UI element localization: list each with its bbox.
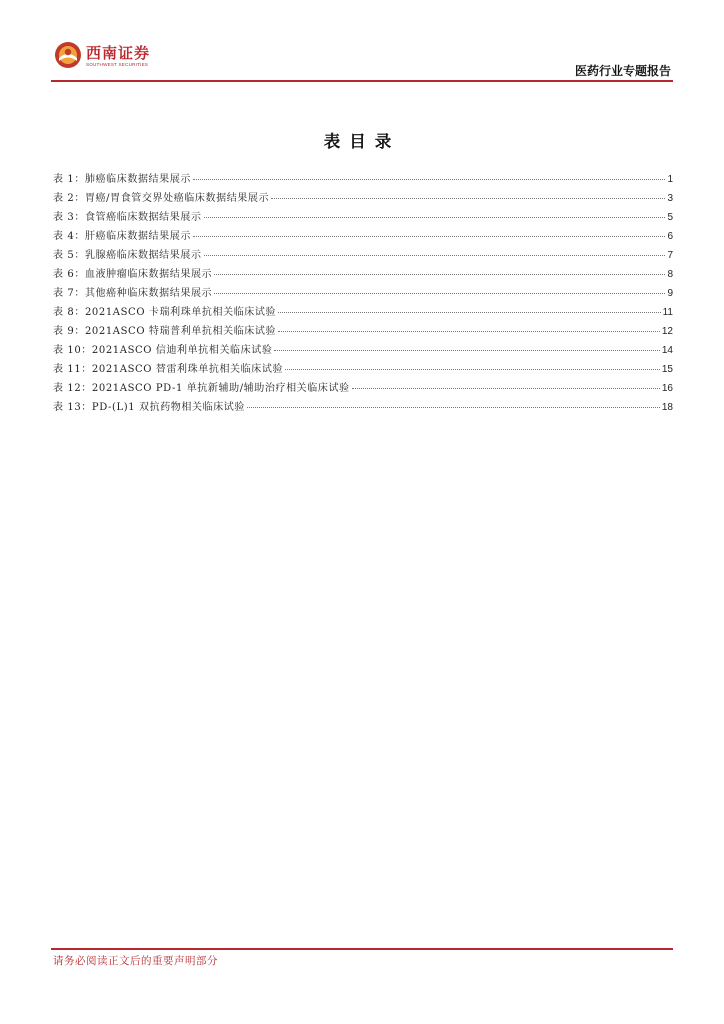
toc-dot-leader	[204, 216, 666, 218]
page-header	[0, 0, 724, 84]
toc-entry-label[interactable]: 表 13：PD-(L)1 双抗药物相关临床试验	[53, 402, 245, 413]
toc-entry-page-number[interactable]: 11	[662, 307, 673, 318]
toc-entry[interactable]	[53, 246, 673, 265]
toc-entry[interactable]	[53, 284, 673, 303]
report-type-label: 医药行业专题报告	[574, 64, 671, 78]
toc-entry[interactable]	[53, 341, 673, 360]
toc-entry-page-number[interactable]: 3	[667, 193, 673, 204]
toc-entry-label[interactable]: 表 4：肝癌临床数据结果展示	[53, 231, 191, 242]
toc-entry-page-number[interactable]: 5	[667, 212, 673, 223]
toc-entry-page-number[interactable]: 15	[661, 364, 673, 375]
toc-entry-label[interactable]: 表 10：2021ASCO 信迪利单抗相关临床试验	[53, 345, 273, 356]
logo-chinese-name: 西南证券	[86, 44, 151, 62]
toc-entry-label[interactable]: 表 9：2021ASCO 特瑞普利单抗相关临床试验	[53, 326, 277, 337]
toc-dot-leader	[352, 387, 660, 389]
toc-dot-leader	[214, 273, 665, 275]
footer-disclaimer: 请务必阅读正文后的重要声明部分	[53, 955, 218, 967]
toc-entry[interactable]	[53, 170, 673, 189]
toc-dot-leader	[214, 292, 665, 294]
toc-dot-leader	[271, 197, 665, 199]
toc-entry-page-number[interactable]: 18	[661, 402, 673, 413]
logo-english-name: SOUTHWEST SECURITIES	[86, 62, 149, 67]
toc-entry-label[interactable]: 表 3：食管癌临床数据结果展示	[53, 212, 202, 223]
toc-dot-leader	[193, 235, 665, 237]
toc-dot-leader	[247, 406, 660, 408]
toc-entry[interactable]	[53, 303, 673, 322]
toc-entry[interactable]	[53, 189, 673, 208]
header-divider	[51, 80, 673, 82]
toc-dot-leader	[274, 349, 659, 351]
toc-entry-page-number[interactable]: 12	[661, 326, 673, 337]
toc-entry-label[interactable]: 表 12：2021ASCO PD-1 单抗新辅助/辅助治疗相关临床试验	[53, 383, 350, 394]
toc-dot-leader	[193, 178, 665, 180]
toc-entry[interactable]	[53, 227, 673, 246]
toc-entry[interactable]	[53, 208, 673, 227]
toc-entry-label[interactable]: 表 11：2021ASCO 替雷利珠单抗相关临床试验	[53, 364, 284, 375]
toc-entry[interactable]	[53, 360, 673, 379]
toc-entry-label[interactable]: 表 2：胃癌/胃食管交界处癌临床数据结果展示	[53, 193, 270, 204]
toc-entry[interactable]	[53, 265, 673, 284]
toc-entry[interactable]	[53, 322, 673, 341]
toc-entry-page-number[interactable]: 6	[667, 231, 673, 242]
toc-entry-page-number[interactable]: 9	[667, 288, 673, 299]
toc-entry-label[interactable]: 表 1：肺癌临床数据结果展示	[53, 174, 191, 185]
toc-entry-page-number[interactable]: 14	[661, 345, 673, 356]
toc-entry-page-number[interactable]: 8	[667, 269, 673, 280]
toc-entry-label[interactable]: 表 7：其他癌种临床数据结果展示	[53, 288, 213, 299]
toc-entry-label[interactable]: 表 8：2021ASCO 卡瑞利珠单抗相关临床试验	[53, 307, 277, 318]
toc-entry-page-number[interactable]: 1	[667, 174, 673, 185]
toc-dot-leader	[285, 368, 660, 370]
footer-divider	[51, 948, 673, 950]
toc-entry-label[interactable]: 表 6：血液肿瘤临床数据结果展示	[53, 269, 213, 280]
logo-emblem-icon	[54, 41, 82, 69]
toc-dot-leader	[278, 311, 661, 313]
toc-title: 表目录	[323, 132, 401, 151]
toc-dot-leader	[278, 330, 660, 332]
toc-entry-page-number[interactable]: 16	[661, 383, 673, 394]
toc-entry[interactable]	[53, 398, 673, 417]
toc-entry[interactable]	[53, 379, 673, 398]
toc-dot-leader	[204, 254, 666, 256]
toc-entry-label[interactable]: 表 5：乳腺癌临床数据结果展示	[53, 250, 202, 261]
table-of-contents	[53, 170, 673, 417]
toc-entry-page-number[interactable]: 7	[667, 250, 673, 261]
company-logo	[54, 41, 174, 75]
